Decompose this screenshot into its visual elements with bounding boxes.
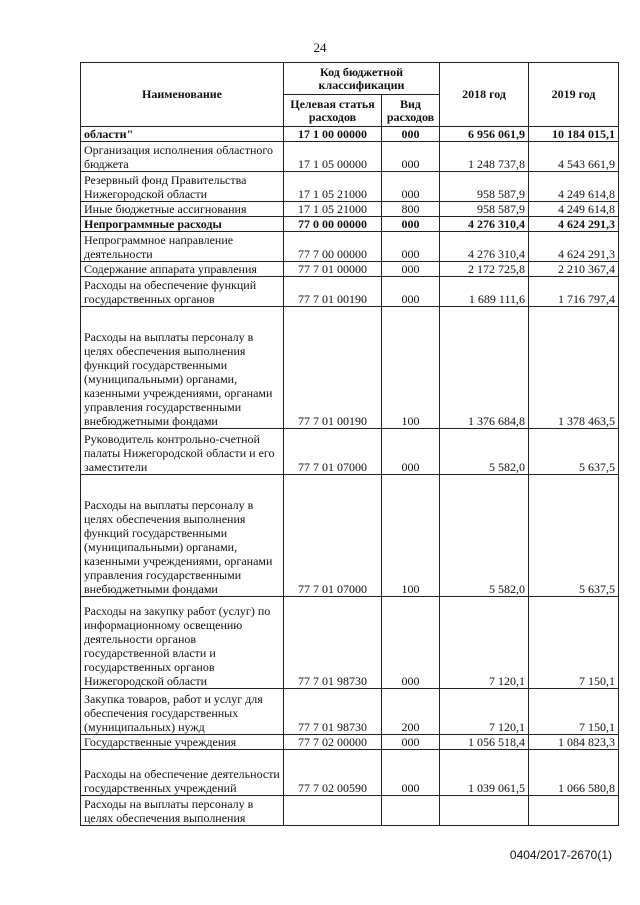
row-amount-2019: 7 150,1 [529, 689, 619, 735]
row-name: Непрограммное направление деятельности [81, 232, 284, 262]
row-amount-2018: 958 587,9 [440, 172, 529, 202]
row-expense-type: 000 [382, 142, 440, 172]
row-target-article: 77 7 00 00000 [284, 232, 382, 262]
row-target-article: 17 1 05 00000 [284, 142, 382, 172]
row-expense-type: 000 [382, 217, 440, 232]
row-target-article: 77 7 02 00000 [284, 735, 382, 750]
row-expense-type: 000 [382, 172, 440, 202]
row-target-article: 77 7 01 00000 [284, 262, 382, 277]
table-row [81, 689, 619, 735]
row-expense-type: 000 [382, 232, 440, 262]
row-name: Расходы на выплаты персоналу в целях обеспечения выполнения функций государственными (муниципальными) органами, казенными учреждениями, органами управления государственными внебюджетными фондами [81, 307, 284, 429]
row-name: Содержание аппарата управления [81, 262, 284, 277]
row-amount-2018 [440, 796, 529, 826]
row-amount-2019: 1 716 797,4 [529, 277, 619, 307]
table-row [81, 217, 619, 232]
row-expense-type: 000 [382, 429, 440, 475]
row-amount-2019: 4 249 614,8 [529, 202, 619, 217]
row-name: Расходы на закупку работ (услуг) по информационному освещению деятельности органов государственной власти и государственных органов Нижегородской области [81, 597, 284, 689]
row-target-article: 17 1 00 00000 [284, 127, 382, 142]
row-expense-type: 000 [382, 277, 440, 307]
row-amount-2019: 5 637,5 [529, 429, 619, 475]
table-row [81, 232, 619, 262]
row-amount-2019: 4 624 291,3 [529, 217, 619, 232]
table-row [81, 475, 619, 597]
row-name: Организация исполнения областного бюджета [81, 142, 284, 172]
row-amount-2019: 10 184 015,1 [529, 127, 619, 142]
row-amount-2019: 1 378 463,5 [529, 307, 619, 429]
row-name: Расходы на выплаты персоналу в целях обеспечения выполнения [81, 796, 284, 826]
document-id: 0404/2017-2670(1) [509, 848, 612, 862]
table-row [81, 307, 619, 429]
row-target-article: 77 7 01 07000 [284, 475, 382, 597]
row-amount-2019: 2 210 367,4 [529, 262, 619, 277]
row-expense-type: 000 [382, 735, 440, 750]
row-amount-2019 [529, 796, 619, 826]
row-amount-2018: 1 376 684,8 [440, 307, 529, 429]
header-code-group: Код бюджетной классификации [284, 63, 440, 95]
header-name: Наименование [81, 63, 284, 127]
row-amount-2018: 4 276 310,4 [440, 232, 529, 262]
table-row [81, 262, 619, 277]
row-target-article [284, 796, 382, 826]
row-expense-type: 000 [382, 127, 440, 142]
row-expense-type [382, 796, 440, 826]
row-name: Расходы на обеспечение функций государственных органов [81, 277, 284, 307]
row-amount-2018: 7 120,1 [440, 597, 529, 689]
row-amount-2018: 1 056 518,4 [440, 735, 529, 750]
row-amount-2018: 1 689 111,6 [440, 277, 529, 307]
row-expense-type: 000 [382, 262, 440, 277]
row-target-article: 77 7 01 98730 [284, 689, 382, 735]
row-amount-2019: 5 637,5 [529, 475, 619, 597]
row-target-article: 17 1 05 21000 [284, 202, 382, 217]
page-number: 24 [313, 40, 327, 55]
table-row [81, 429, 619, 475]
row-amount-2018: 5 582,0 [440, 429, 529, 475]
row-amount-2018: 1 248 737,8 [440, 142, 529, 172]
row-amount-2018: 958 587,9 [440, 202, 529, 217]
row-name: Закупка товаров, работ и услуг для обеспечения государственных (муниципальных) нужд [81, 689, 284, 735]
row-amount-2018: 1 039 061,5 [440, 750, 529, 796]
table-row [81, 127, 619, 142]
row-amount-2018: 5 582,0 [440, 475, 529, 597]
row-amount-2018: 2 172 725,8 [440, 262, 529, 277]
row-name: Государственные учреждения [81, 735, 284, 750]
row-expense-type: 000 [382, 597, 440, 689]
row-target-article: 77 7 01 98730 [284, 597, 382, 689]
row-target-article: 77 7 02 00590 [284, 750, 382, 796]
header-expense-type: Вид расходов [382, 95, 440, 127]
table-row [81, 796, 619, 826]
table-body [81, 127, 619, 826]
table-row [81, 142, 619, 172]
row-amount-2019: 4 624 291,3 [529, 232, 619, 262]
row-name: Расходы на обеспечение деятельности государственных учреждений [81, 750, 284, 796]
row-amount-2018: 7 120,1 [440, 689, 529, 735]
table-row [81, 172, 619, 202]
table-row [81, 597, 619, 689]
table-row [81, 735, 619, 750]
header-year-2019: 2019 год [529, 63, 619, 127]
row-expense-type: 100 [382, 307, 440, 429]
row-name: Руководитель контрольно-счетной палаты Нижегородской области и его заместители [81, 429, 284, 475]
header-year-2018: 2018 год [440, 63, 529, 127]
row-amount-2018: 6 956 061,9 [440, 127, 529, 142]
row-name: Непрограммные расходы [81, 217, 284, 232]
table-row [81, 277, 619, 307]
row-amount-2019: 4 543 661,9 [529, 142, 619, 172]
row-amount-2019: 7 150,1 [529, 597, 619, 689]
header-target-article: Целевая статья расходов [284, 95, 382, 127]
row-target-article: 77 7 01 00190 [284, 307, 382, 429]
row-amount-2019: 1 084 823,3 [529, 735, 619, 750]
row-target-article: 77 7 01 00190 [284, 277, 382, 307]
row-expense-type: 200 [382, 689, 440, 735]
row-expense-type: 000 [382, 750, 440, 796]
row-expense-type: 800 [382, 202, 440, 217]
row-name: области" [81, 127, 284, 142]
row-amount-2018: 4 276 310,4 [440, 217, 529, 232]
row-amount-2019: 4 249 614,8 [529, 172, 619, 202]
row-name: Резервный фонд Правительства Нижегородской области [81, 172, 284, 202]
row-target-article: 17 1 05 21000 [284, 172, 382, 202]
row-target-article: 77 7 01 07000 [284, 429, 382, 475]
row-target-article: 77 0 00 00000 [284, 217, 382, 232]
table-row [81, 750, 619, 796]
row-name: Расходы на выплаты персоналу в целях обеспечения выполнения функций государственными (муниципальными) органами, казенными учреждениями, органами управления государственными внебюджетными фондами [81, 475, 284, 597]
row-expense-type: 100 [382, 475, 440, 597]
row-amount-2019: 1 066 580,8 [529, 750, 619, 796]
budget-table [80, 62, 619, 826]
row-name: Иные бюджетные ассигнования [81, 202, 284, 217]
table-row [81, 202, 619, 217]
